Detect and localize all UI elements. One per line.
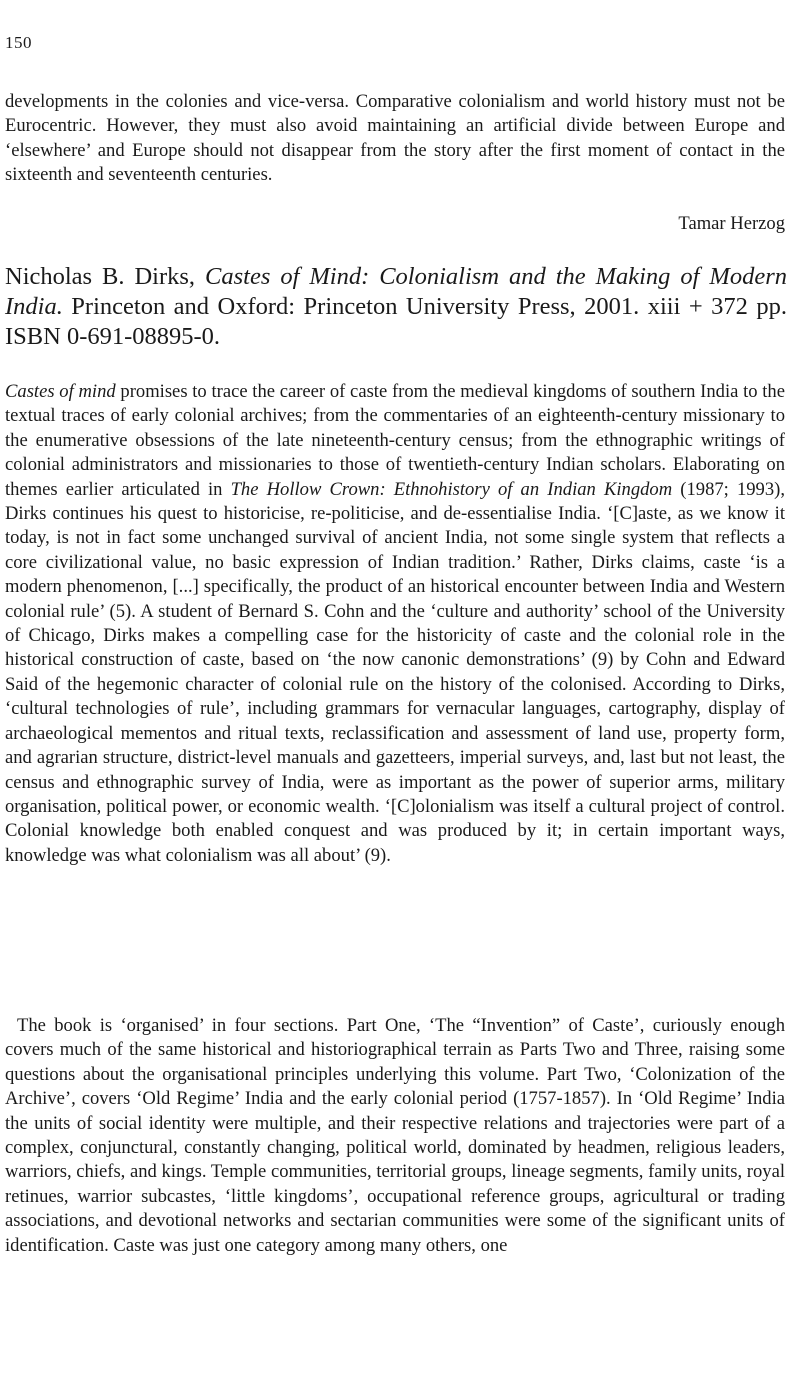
previous-review-closing-paragraph: developments in the colonies and vice-versa. Comparative colonialism and world history must not be Eurocentric. However, they must also avoid maintaining an artificial divide between Europe and ‘elsewhere’ and Europe should not disappear from the story after the first moment of contact in the sixteenth and seventeenth centuries. [5, 91, 785, 186]
review-bibliographic-header [5, 262, 787, 352]
review-paragraph-1 [5, 380, 785, 868]
paragraph-1-text-b: (1987; 1993), Dirks continues his quest to historicise, re-politicise, and de-essentialise India. ‘[C]aste, as we know it today, is not in fact some unchanged survival of ancient India, not some single system that reflects a core civilizational value, no basic expression of Indian tradition.’ Rather, Dirks claims, caste ‘is a modern phenomenon, [...] specifically, the product of an historical encounter between India and Western colonial rule’ (5). A student of Bernard S. Cohn and the ‘culture and authority’ school of the University of Chicago, Dirks makes a compelling case for the historicity of caste and the colonial role in the historical construction of caste, based on ‘the now canonic demonstrations’ (9) by Cohn and Edward Said of the hegemonic character of colonial rule on the history of the colonised. According to Dirks, ‘cultural technologies of rule’, including grammars for vernacular languages, cartography, display of archaeological mementos and ritual texts, reclassification and assessment of land use, property form, and agrarian structure, district-level manuals and gazetteers, imperial surveys, and, last but not least, the census and ethnographic survey of India, were as important as the power of superior arms, military organisation, political power, or economic wealth. ‘[C]olonialism was itself a cultural project of control. Colonial knowledge both enabled conquest and was produced by it; in certain important ways, knowledge was what colonialism was all about’ (9). [5, 478, 785, 866]
cited-work-title: The Hollow Crown: Ethnohistory of an Indian Kingdom [230, 478, 673, 500]
book-title-inline: Castes of mind [5, 381, 116, 402]
reviewer-signature: Tamar Herzog [678, 213, 785, 234]
book-title: Castes of Mind: Colonialism and the Making of Modern India. [5, 263, 787, 320]
page-number: 150 [5, 33, 32, 52]
review-paragraph-2: The book is ‘organised’ in four sections. Part One, ‘The “Invention” of Caste’, curiously enough covers much of the same historical and historiographical terrain as Parts Two and Three, raising some questions about the organisational principles underlying this volume. Part Two, ‘Colonization of the Archive’, covers ‘Old Regime’ India and the early colonial period (1757-1857). In ‘Old Regime’ India the units of social identity were multiple, and their respective relations and trajectories were part of a complex, conjunctural, constantly changing, political world, dominated by headmen, religious leaders, warriors, chiefs, and kings. Temple communities, territorial groups, lineage segments, family units, royal retinues, warrior subcastes, ‘little kingdoms’, occupational reference groups, agricultural or trading associations, and devotional networks and sectarian communities were some of the significant units of identification. Caste was just one category among many others, one [5, 1015, 785, 1256]
paragraph-1-text-a: promises to trace the career of caste from the medieval kingdoms of southern India to the textual traces of early colonial archives; from the commentaries of an eighteenth-century missionary to the enumerative obsessions of the late nineteenth-century census; from the ethnographic writings of colonial administrators and missionaries to those of twentieth-century Indian scholars. Elaborating on themes earlier articulated in [5, 381, 785, 500]
book-author: Nicholas B. Dirks, [5, 263, 206, 290]
publication-details: Princeton and Oxford: Princeton University Press, 2001. xiii + 372 pp. ISBN 0-691-08895-0. [5, 293, 787, 350]
